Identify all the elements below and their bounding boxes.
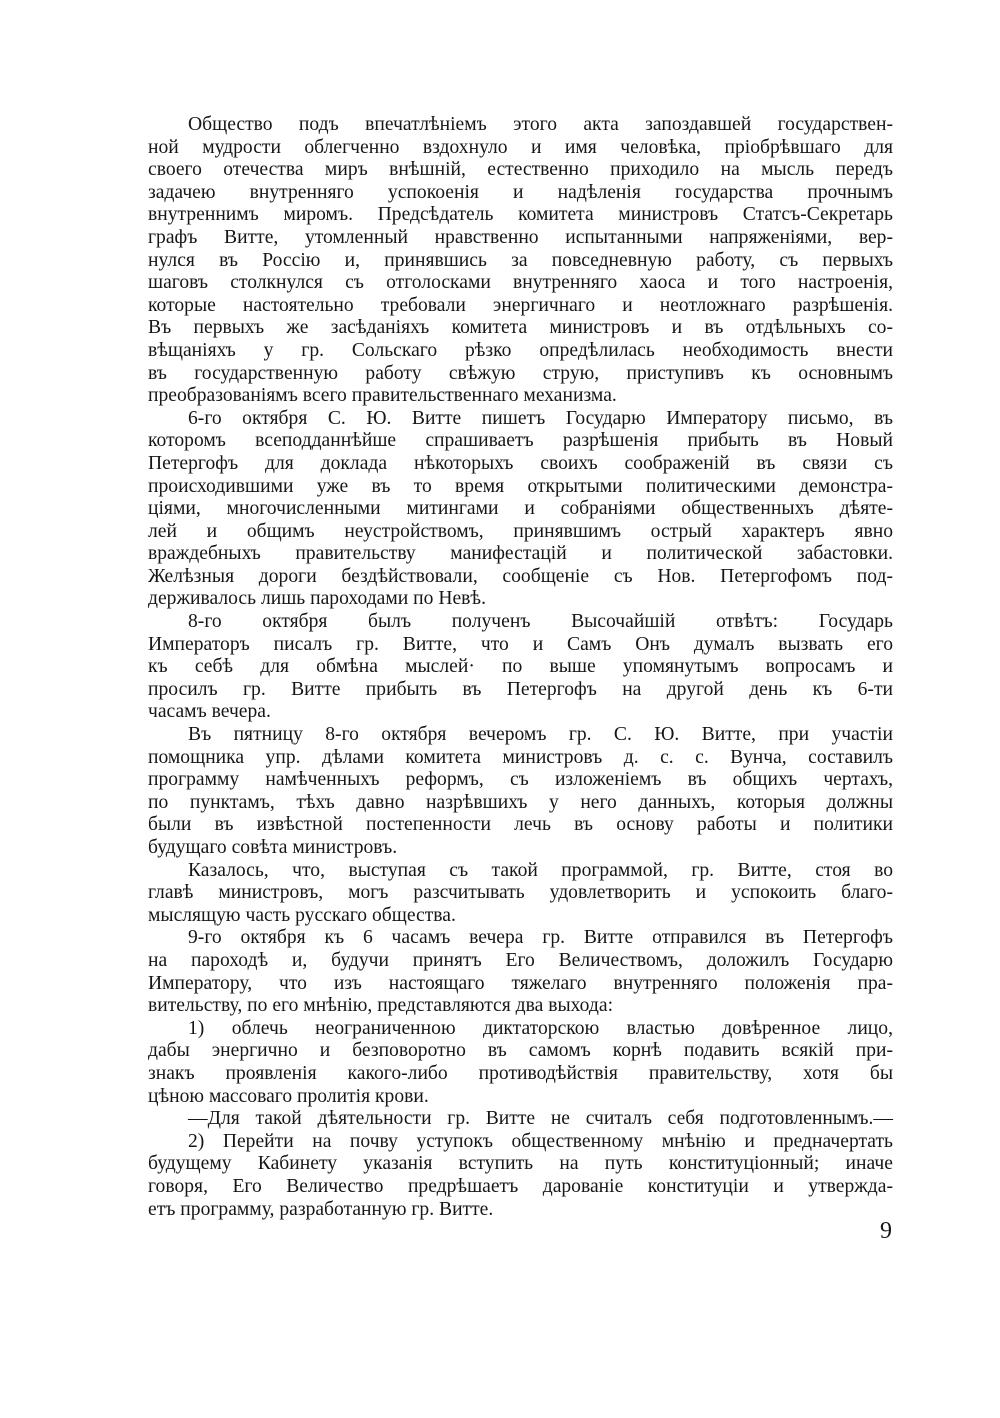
text-line: Казалось, что, выступая съ такой программой, гр. Витте, стоя во [188, 859, 893, 881]
text-line: происходившими уже въ то время открытыми политическими демонстра- [148, 475, 893, 497]
text-line: Общество подъ впечатлѣніемъ этого акта запоздавшей государствен- [188, 114, 893, 135]
text-line: вительству, по его мнѣнію, представляются два выхода: [148, 995, 614, 1017]
text-line: къ себѣ для обмѣна мыслей· по выше упомянутымъ вопросамъ и [148, 656, 893, 678]
text-line: задачею внутренняго успокоенія и надѣленія государства прочнымъ [148, 181, 893, 203]
text-line: знакъ проявленія какого-либо противодѣйствія правительству, хотя бы [148, 1062, 893, 1084]
text-line: мыслящую часть русскаго общества. [148, 904, 456, 926]
text-line: по пунктамъ, тѣхъ давно назрѣвшихъ у него данныхъ, которыя должны [148, 791, 893, 813]
text-line: враждебныхъ правительству манифестацій и политической забастовки. [148, 543, 893, 565]
text-line: шаговъ столкнулся съ отголосками внутренняго хаоса и того настроенія, [148, 272, 893, 294]
text-line: Петергофъ для доклада нѣкоторыхъ своихъ соображеній въ связи съ [148, 452, 893, 474]
text-line: будущему Кабинету указанія вступить на путь конституціонный; иначе [148, 1153, 893, 1175]
text-line: дабы энергично и безповоротно въ самомъ корнѣ подавить всякій при- [148, 1040, 893, 1062]
text-line: говоря, Его Величество предрѣшаетъ дарованіе конституціи и утвержда- [148, 1175, 893, 1197]
text-line: етъ программу, разработанную гр. Витте. [148, 1198, 494, 1220]
text-line: 9-го октября къ 6 часамъ вечера гр. Витте отправился въ Петергофъ [188, 927, 893, 949]
text-line: лей и общимъ неустройствомъ, принявшимъ острый характеръ явно [148, 520, 893, 542]
text-line: 2) Перейти на почву уступокъ общественному мнѣнію и предначертать [188, 1130, 893, 1152]
text-line: своего отечества миръ внѣшній, естественно приходило на мысль передъ [148, 159, 893, 181]
text-line: ной мудрости облегченно вздохнуло и имя человѣка, пріобрѣвшаго для [148, 136, 893, 158]
text-line: вѣщаніяхъ у гр. Сольскаго рѣзко опредѣлилась необходимость внести [148, 339, 893, 361]
text-line: цѣною массоваго пролитія крови. [148, 1085, 429, 1107]
text-line: главѣ министровъ, могъ разсчитывать удовлетворить и успокоить благо- [148, 882, 893, 904]
text-line: нулся въ Россію и, принявшись за повседневную работу, съ первыхъ [148, 249, 893, 271]
text-line: были въ извѣстной постепенности лечь въ основу работы и политики [148, 814, 893, 836]
text-line: —Для такой дѣятельности гр. Витте не считалъ себя подготовленнымъ.— [188, 1108, 893, 1130]
text-line: на пароходѣ и, будучи принятъ Его Величествомъ, доложилъ Государю [148, 949, 893, 971]
text-line: 6-го октября С. Ю. Витте пишетъ Государю Императору письмо, въ [188, 407, 893, 429]
text-line: Въ пятницу 8-го октября вечеромъ гр. С. Ю. Витте, при участіи [188, 724, 893, 746]
text-line: будущаго совѣта министровъ. [148, 837, 398, 858]
text-line: просилъ гр. Витте прибыть въ Петергофъ на другой день къ 6-ти [148, 678, 893, 700]
text-line: помощника упр. дѣлами комитета министровъ д. с. с. Вунча, составилъ [148, 746, 893, 768]
text-line: держивалось лишь пароходами по Невѣ. [148, 588, 486, 610]
text-line: 1) облечь неограниченною диктаторскою властью довѣренное лицо, [188, 1017, 893, 1039]
text-line: Въ первыхъ же засѣданіяхъ комитета министровъ и въ отдѣльныхъ со- [148, 317, 893, 339]
text-line: которомъ всеподданнѣйше спрашиваетъ разрѣшенія прибыть въ Новый [148, 430, 893, 452]
body-text [148, 114, 893, 1221]
text-line: 8-го октября былъ полученъ Высочайшій отвѣтъ: Государь [188, 611, 893, 633]
text-line: въ государственную работу свѣжую струю, приступивъ къ основнымъ [148, 362, 893, 384]
text-line: часамъ вечера. [148, 701, 271, 723]
text-line: Желѣзныя дороги бездѣйствовали, сообщеніе съ Нов. Петергофомъ под- [148, 565, 893, 587]
text-line: внутреннимъ миромъ. Предсѣдатель комитета министровъ Статсъ-Секретарь [148, 204, 893, 226]
page-number: 9 [880, 1218, 892, 1244]
text-line: ціями, многочисленными митингами и собраніями общественныхъ дѣяте- [148, 498, 893, 520]
text-line: преобразованіямъ всего правительственнаго механизма. [148, 385, 617, 407]
text-line: которые настоятельно требовали энергичнаго и неотложнаго разрѣшенія. [148, 294, 893, 316]
text-line: графъ Витте, утомленный нравственно испытанными напряженіями, вер- [148, 226, 893, 248]
text-line: Императору, что изъ настоящаго тяжелаго внутренняго положенія пра- [148, 972, 893, 994]
text-line: Императоръ писалъ гр. Витте, что и Самъ Онъ думалъ вызвать его [148, 633, 893, 655]
text-line: программу намѣченныхъ реформъ, съ изложеніемъ въ общихъ чертахъ, [148, 769, 893, 791]
